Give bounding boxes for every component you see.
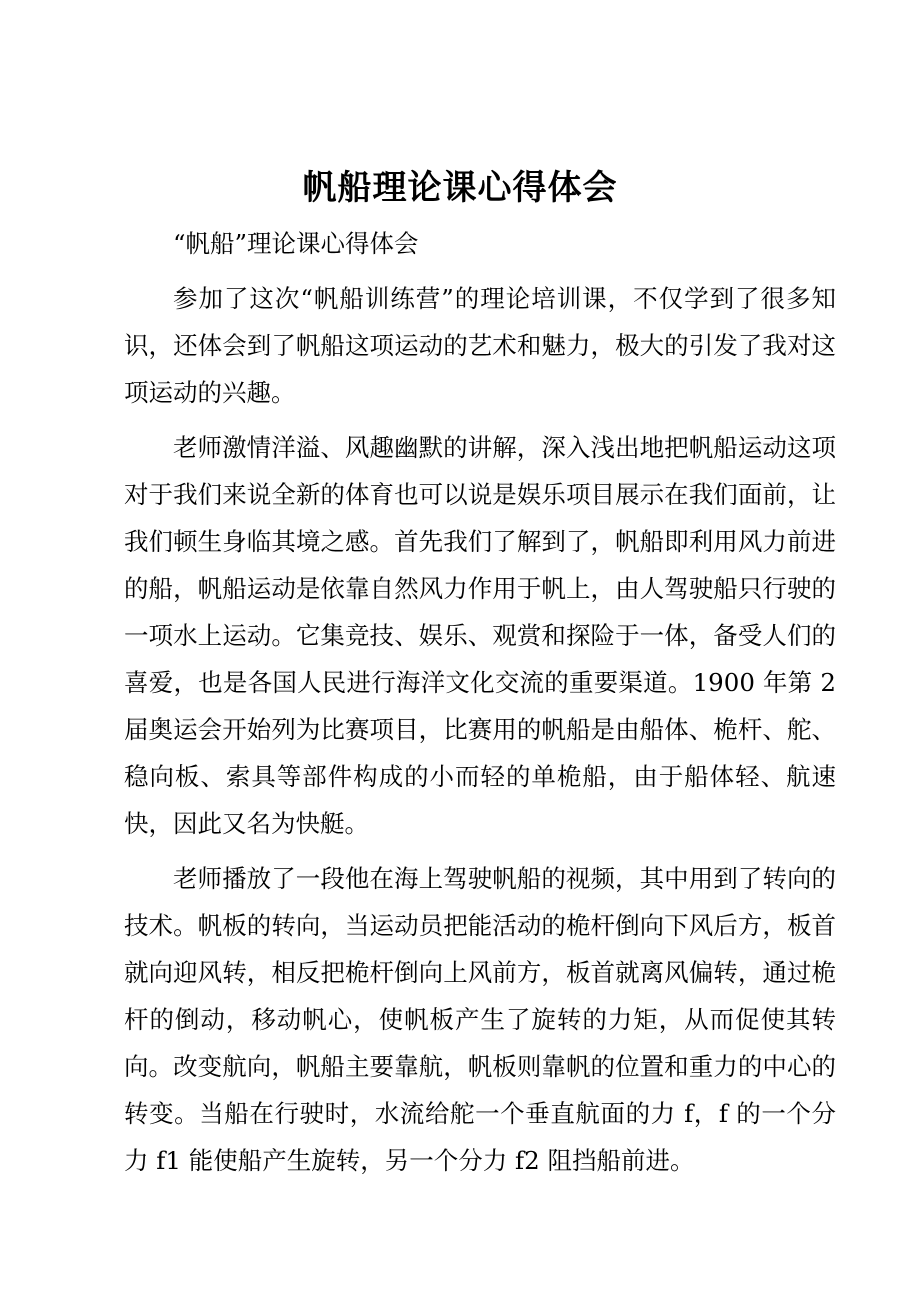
paragraph: 老师激情洋溢、风趣幽默的讲解，深入浅出地把帆船运动这项对于我们来说全新的体育也可以说是娱乐项目展示在我们面前，让我们顿生身临其境之感。首先我们了解到了，帆船即利用风力前进的船，帆船运动是依靠自然风力作用于帆上，由人驾驶船只行驶的一项水上运动。它集竞技、娱乐、观赏和探险于一体，备受人们的喜爱，也是各国人民进行海洋文化交流的重要渠道。1900 年第 2 届奥运会开始列为比赛项目，比赛用的帆船是由船体、桅杆、舵、稳向板、索具等部件构成的小而轻的单桅船，由于船体轻、航速快，因此又名为快艇。 [124,433,836,838]
paragraph: 老师播放了一段他在海上驾驶帆船的视频，其中用到了转向的技术。帆板的转向，当运动员把能活动的桅杆倒向下风后方，板首就向迎风转，相反把桅杆倒向上风前方，板首就离风偏转，通过桅杆的倒动，移动帆心，使帆板产生了旋转的力矩，从而促使其转向。改变航向，帆船主要靠航，帆板则靠帆的位置和重力的中心的转变。当船在行驶时，水流给舵一个垂直航面的力 f，f 的一个分力 f1 能使船产生旋转，另一个分力 f2 阻挡船前进。 [124,864,836,1175]
document-title: 帆船理论课心得体会 [302,168,618,208]
document-subtitle: “帆船”理论课心得体会 [173,229,419,258]
document-body [124,220,836,1192]
paragraph: 参加了这次“帆船训练营”的理论培训课，不仅学到了很多知识，还体会到了帆船这项运动的艺术和魅力，极大的引发了我对这项运动的兴趣。 [124,284,836,407]
